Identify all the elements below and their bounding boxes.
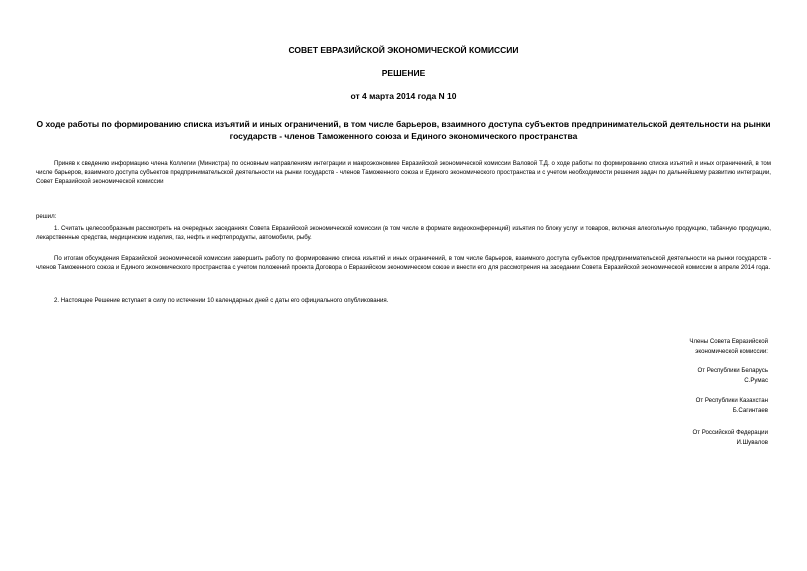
document-title: О ходе работы по формированию списка изъятий и иных ограничений, в том числе барьеров, взаимного доступа субъектов предпринимательской деятельности на рынки государств - членов Таможенного союза и Единого экономического пространства	[36, 119, 771, 141]
signature-country: От Республики Беларусь	[697, 367, 768, 374]
item-1-followup-paragraph: По итогам обсуждения Евразийской экономической комиссии завершить работу по формированию списка изъятий и иных ограничений, в том числе барьеров, взаимного доступа субъектов предпринимательской деятельности на рынки государств - членов Таможенного союза и Единого экономического пространства с учетом положений проекта Договора о Евразийском экономическом союзе и внести его для рассмотрения на заседании Совета Евразийской экономической комиссии в апреле 2014 года.	[36, 255, 771, 271]
resolved-label: решил:	[36, 213, 57, 220]
document-date-number: от 4 марта 2014 года N 10	[350, 91, 457, 101]
signatures-heading	[689, 337, 768, 357]
preamble-paragraph: Приняв к сведению информацию члена Коллегии (Министра) по основным направлениям интеграции и макроэкономике Евразийской экономической комиссии Валовой Т.Д. о ходе работы по формированию списка изъятий и иных ограничений, в том числе барьеров, взаимного доступа субъектов предпринимательской деятельности на рынки государств - членов Таможенного союза и Единого экономического пространства и с учетом необходимости решения задач по дальнейшему развитию интеграции, Совет Евразийской экономической комиссии	[36, 160, 771, 185]
signature-country: От Российской Федерации	[692, 429, 768, 436]
signature-country: От Республики Казахстан	[695, 397, 768, 404]
signature-name: С.Румас	[744, 377, 768, 384]
organization-heading: СОВЕТ ЕВРАЗИЙСКОЙ ЭКОНОМИЧЕСКОЙ КОМИССИИ	[288, 45, 519, 55]
item-2-paragraph: 2. Настоящее Решение вступает в силу по истечении 10 календарных дней с даты его официального опубликования.	[54, 297, 389, 304]
signature-kazakhstan	[696, 396, 768, 416]
document-type: РЕШЕНИЕ	[381, 68, 426, 78]
signature-name: Б.Сагинтаев	[732, 407, 768, 414]
signature-belarus	[698, 366, 768, 386]
signatures-heading-line2: экономической комиссии:	[695, 348, 768, 355]
item-1-paragraph: 1. Считать целесообразным рассмотреть на очередных заседаниях Совета Евразийской экономической комиссии (в том числе в формате видеоконференций) изъятия по блоку услуг и товаров, включая алкогольную продукцию, табачную продукцию, лекарственные средства, медицинские изделия, газ, нефть и нефтепродукты, автомобили, рыбу.	[36, 225, 771, 241]
signature-russia	[693, 428, 769, 448]
signature-name: И.Шувалов	[736, 439, 768, 446]
signatures-heading-line1: Члены Совета Евразийской	[689, 338, 768, 345]
